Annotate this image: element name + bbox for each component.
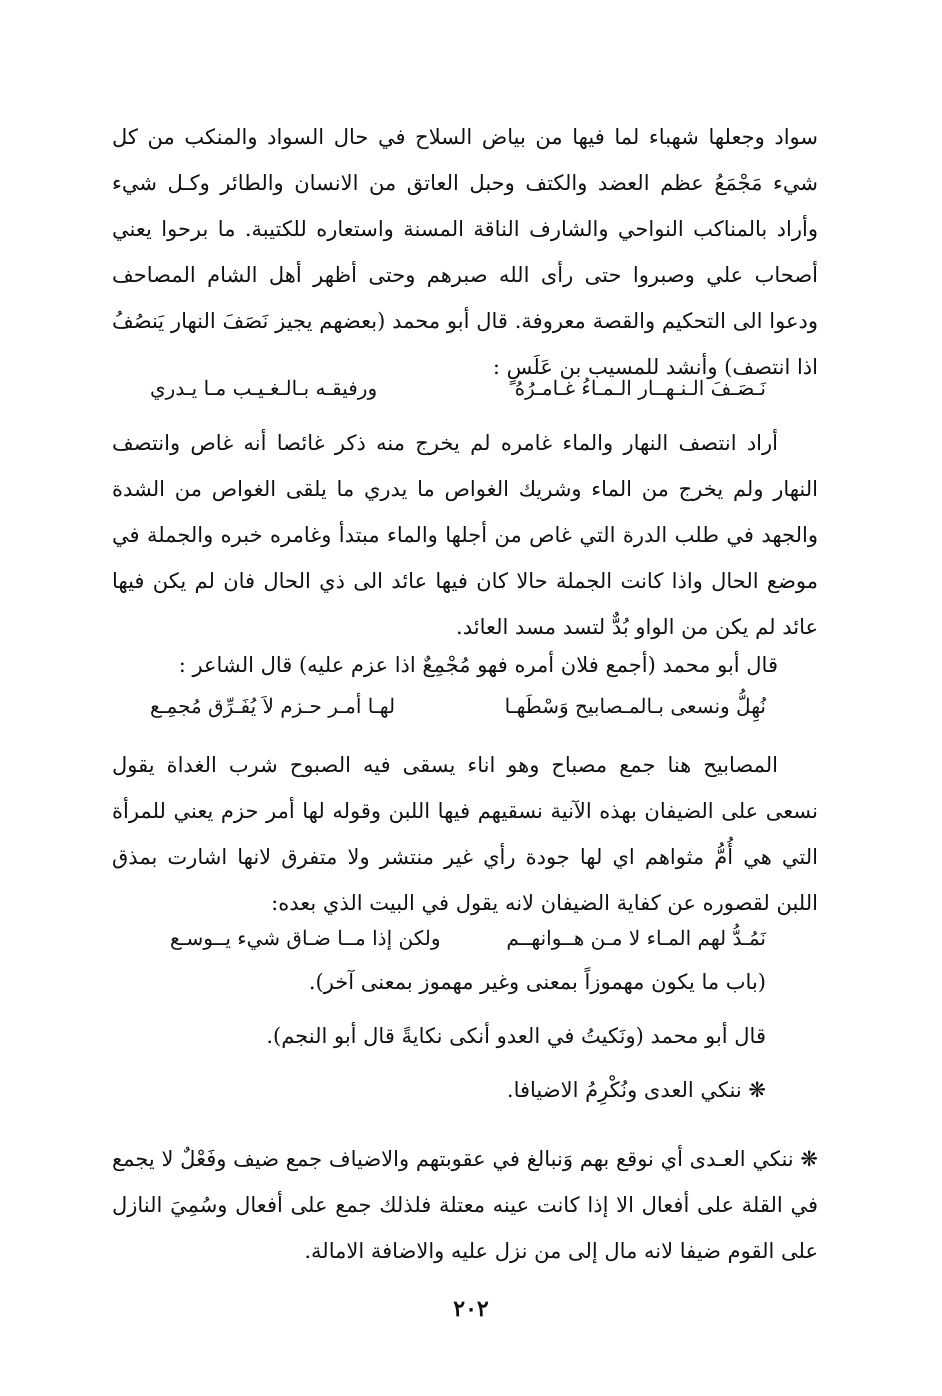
paragraph-1: [112, 114, 818, 390]
paragraph-text: المصابيح هنا جمع مصباح وهو اناء يسقى فيه الصبوح شرب الغداة يقول نسعى على الضيفان بهذه الآنية نسقيهم فيها اللبن وقوله لها أمر حزم يعني للمرأة التي هي أُمُّ مثواهم اي لها جودة رأي غير منتشر ولا متفرق لانها اشارت بمذق اللبن لقصوره عن كفاية الضيفان لانه يقول في البيت الذي بعده:: [112, 753, 818, 915]
verse-1: [150, 368, 766, 408]
verse-first-hemistich: نَـصَـفَ الـنـهــار الـمـاءُ غـامـرُهُ: [514, 376, 766, 400]
paragraph-text: قال أبو محمد (أجمع فلان أمره فهو مُجْمِعٌ اذا عزم عليه) قال الشاعر :: [178, 653, 778, 677]
paragraph-3: [112, 642, 818, 688]
verse-first-hemistich: نُهِلُّ ونسعى بـالمـصابيح وَسْطَهـا: [504, 694, 766, 718]
verse-fragment: ❋ ننكي العدى ونُكْرِمُ الاضيافا.: [506, 1078, 766, 1102]
verse-second-hemistich: ورفيقـه بـالـغـيـب مـا يـدري: [150, 376, 378, 400]
citation-line: قال أبو محمد (ونَكيتُ في العدو أنكى نكايةً قال أبو النجم).: [266, 1024, 766, 1048]
page-number: ٢٠٢: [453, 1296, 489, 1322]
section-heading: (باب ما يكون مهموزاً بمعنى وغير مهموز بمعنى آخر).: [308, 970, 766, 994]
paragraph-2: [112, 420, 818, 650]
paragraph-text: ❋ ننكي العـدى أي نوقع بهم وَنبالغ في عقوبتهم والاضياف جمع ضيف وفَعْلٌ لا يجمع في القلة على أفعال الا إذا كانت عينه معتلة فلذلك جمع على أفعال وسُمِيَ النازل على القوم ضيفا لانه مال إلى من نزل عليه والاضافة الامالة.: [112, 1147, 818, 1263]
paragraph-5: [112, 1136, 818, 1274]
paragraph-4: [112, 742, 818, 926]
paragraph-text: سواد وجعلها شهباء لما فيها من بياض السلاح في حال السواد والمنكب من كل شيء مَجْمَعُ عظم العضد والكتف وحبل العاتق من الانسان والطائر وكـل شيء وأراد بالمناكب النواحي والشارف الناقة المسنة واستعاره للكتيبة. ما برحوا يعني أصحاب علي وصبروا حتى رأى الله صبرهم وحتى أظهر أهل الشام المصاحف ودعوا الى التحكيم والقصة معروفة. قال أبو محمد (بعضهم يجيز نَصَفَ النهار يَنصُفُ اذا انتصف) وأنشد للمسيب بن عَلَسٍ :: [112, 125, 818, 379]
verse-2: [150, 686, 766, 726]
verse-first-hemistich: نَمُـدُّ لهم المـاء لا مـن هــوانهــم: [506, 926, 766, 950]
verse-second-hemistich: ولكن إذا مــا ضـاق شيء يــوسـع: [170, 926, 441, 950]
paragraph-text: أراد انتصف النهار والماء غامره لم يخرج منه ذكر غائصا أنه غاص وانتصف النهار ولم يخرج من الماء وشريك الغواص ما يدري ما يلقى الغواص من الشدة والجهد في طلب الدرة التي غاص من أجلها والماء مبتدأ وغامره خبره والجملة في موضع الحال واذا كانت الجملة حالا كان فيها عائد الى ذي الحال فان لم يكن فيها عائد لم يكن من الواو بُدٌّ لتسد مسد العائد.: [112, 431, 818, 639]
verse-second-hemistich: لهـا أمـر حـزم لاَ يُفَـرِّق مُجمِـع: [150, 694, 396, 718]
verse-3: [170, 918, 766, 958]
